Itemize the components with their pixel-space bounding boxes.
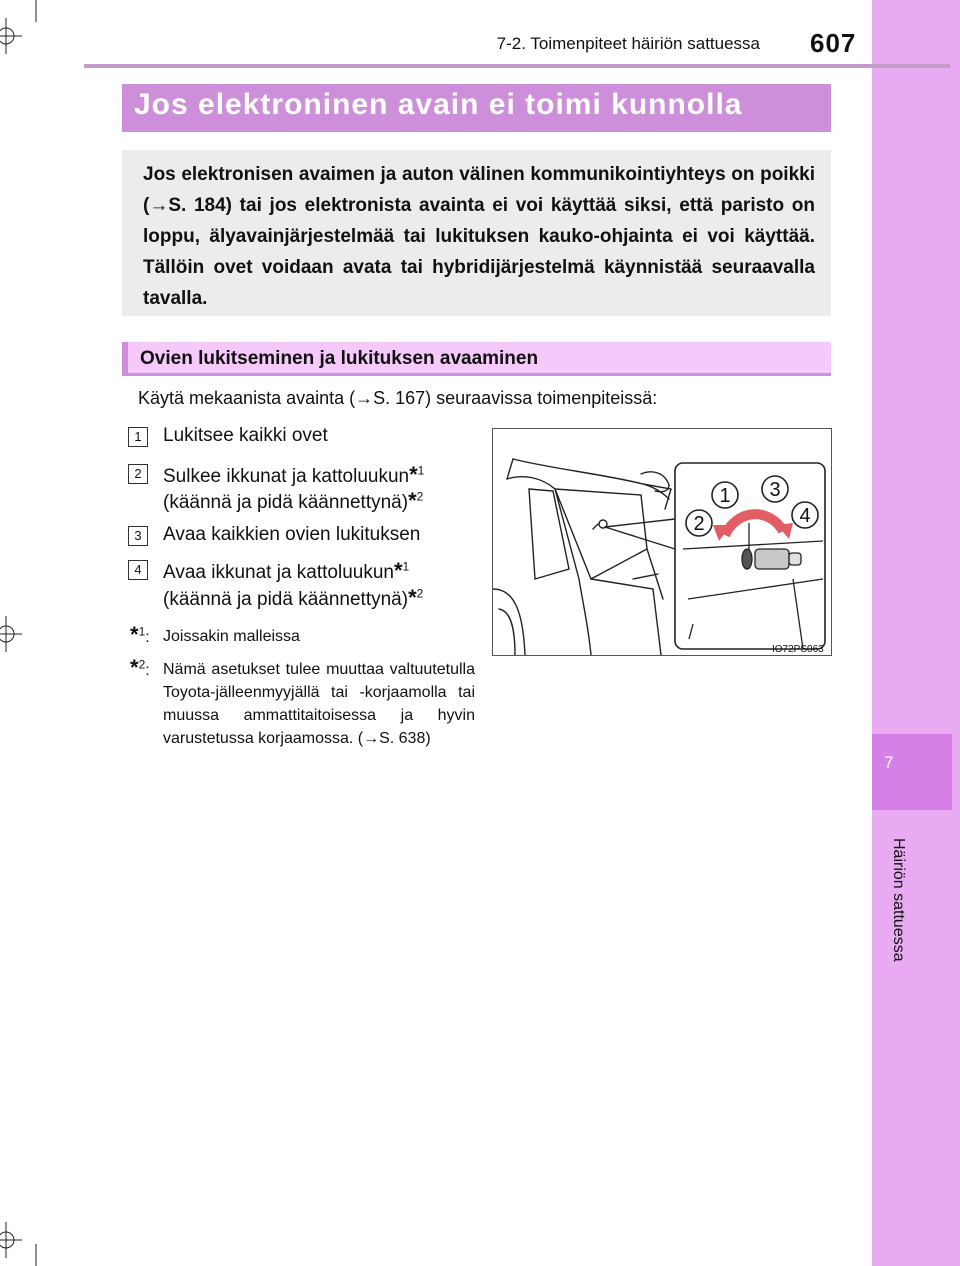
item-line: Sulkee ikkunat ja kattoluukun <box>163 466 410 487</box>
side-tab <box>872 0 960 1266</box>
item-text: Avaa kaikkien ovien lukituksen <box>163 524 421 545</box>
illustration-frame <box>492 428 832 656</box>
footnote-ref: 2 <box>416 586 424 601</box>
footnote-text: Nämä asetukset tulee muuttaa valtuutetulla Toyota-jälleenmyyjällä tai -korjaamolla tai muussa ammattitaitoisessa ja hyvin varustetussa korjaamossa. (→S. 638) <box>163 661 475 747</box>
item-line: (käännä ja pidä käännettynä) <box>163 492 409 513</box>
chapter-title: Häiriön sattuessa <box>890 838 907 962</box>
footnote-number: 2 <box>138 657 146 672</box>
footnote-mark: *$^1$: <box>130 622 150 647</box>
section-heading: 7-2. Toimenpiteet häiriön sattuessa <box>496 34 760 53</box>
footnote-number: 1 <box>138 624 146 639</box>
footnote-ref: 1 <box>402 559 410 574</box>
page-title: Jos elektroninen avain ei toimi kunnolla <box>134 88 743 121</box>
intro-text: Jos elektronisen avaimen ja auton välinen kommunikointiyhteys on poikki (→S. 184) tai jos elektronista avainta ei voi käyttää siksi, että paristo on loppu, älyavainjärjestelmää tai lukituksen kauko-ohjainta ei voi käyttää. Tällöin ovet voidaan avata tai hybridijärjestelmä käynnistää seuraavalla tavalla. <box>143 164 815 309</box>
lead-text: Käytä mekaanista avainta (→S. 167) seuraavissa toimenpiteissä: <box>138 388 658 408</box>
header-rule <box>84 64 950 68</box>
footnote-text: Joissakin malleissa <box>163 628 300 645</box>
callout-label: 3 <box>769 479 781 501</box>
item-number: 4 <box>128 560 148 580</box>
car-door-key-illustration <box>493 429 831 655</box>
item-line: Avaa ikkunat ja kattoluukun <box>163 562 394 583</box>
callout-label: 4 <box>799 505 811 527</box>
callout-label: 1 <box>719 485 731 507</box>
page-number: 607 <box>810 28 857 58</box>
item-text-cont: (käännä ja pidä käännettynä)*$^2$ <box>163 585 424 610</box>
chapter-number: 7 <box>884 753 894 772</box>
item-text: Avaa ikkunat ja kattoluukun*$^1$ <box>163 558 410 583</box>
item-number: 3 <box>128 526 148 546</box>
item-line: (käännä ja pidä käännettynä) <box>163 589 409 610</box>
item-text: Lukitsee kaikki ovet <box>163 425 328 446</box>
item-number: 1 <box>128 427 148 447</box>
subsection-title: Ovien lukitseminen ja lukituksen avaaminen <box>140 348 539 369</box>
footnote-ref: 1 <box>417 463 425 478</box>
footnote-mark: *$^2$: <box>130 655 150 680</box>
item-number: 2 <box>128 464 148 484</box>
item-text: Sulkee ikkunat ja kattoluukun*$^1$ <box>163 462 425 487</box>
footnote-ref: 2 <box>416 489 424 504</box>
figure-code: IO72PS063 <box>772 644 824 655</box>
item-text-cont: (käännä ja pidä käännettynä)*$^2$ <box>163 488 424 513</box>
callout-label: 2 <box>693 513 705 535</box>
